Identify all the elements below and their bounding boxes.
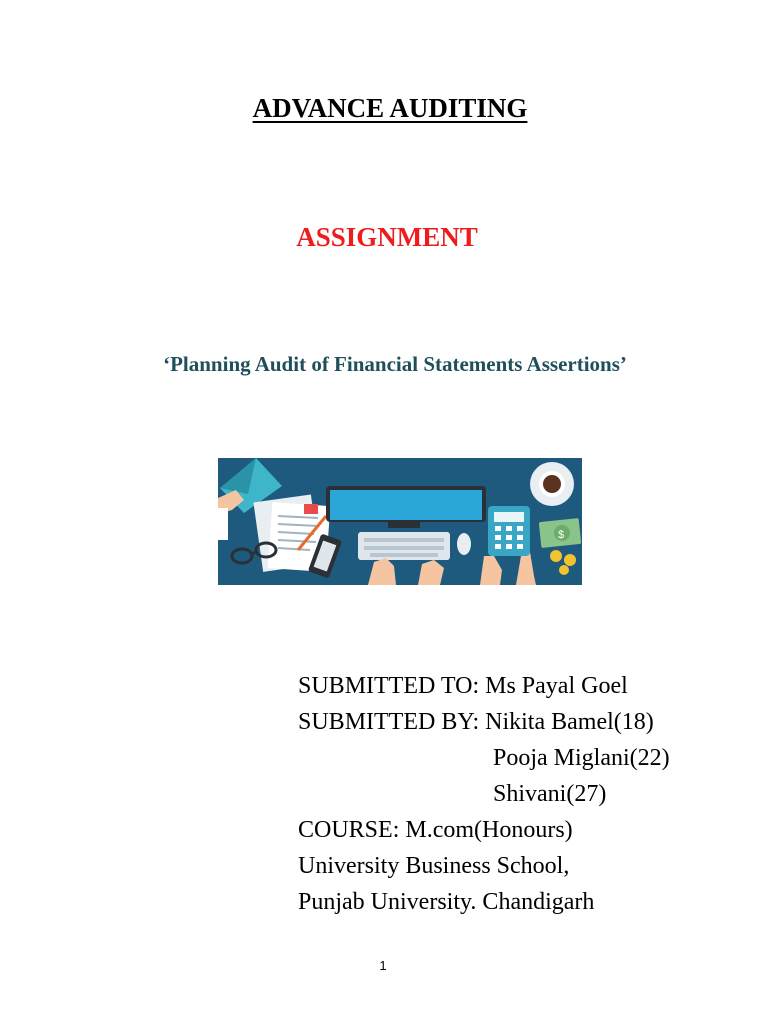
keyboard-icon (358, 532, 450, 560)
coffee-cup-icon (530, 462, 574, 506)
submission-details (298, 668, 670, 920)
accounting-illustration-svg (218, 458, 582, 585)
mouse-icon (457, 533, 471, 555)
dollar-sign: $ (558, 529, 565, 541)
calculator-icon (488, 506, 530, 556)
page-number: 1 (379, 958, 387, 973)
assignment-label: ASSIGNMENT (296, 222, 478, 252)
accounting-desk-illustration (218, 458, 582, 585)
submitted-to: SUBMITTED TO: Ms Payal Goel (298, 673, 628, 699)
monitor-icon (326, 486, 486, 528)
submitted-by: SUBMITTED BY: Nikita Bamel(18) (298, 709, 654, 735)
university-line: Punjab University. Chandigarh (298, 889, 595, 915)
course-title: ADVANCE AUDITING (252, 93, 528, 123)
school-line: University Business School, (298, 853, 570, 879)
course-line: COURSE: M.com(Honours) (298, 817, 573, 843)
group-member: Shivani(27) (493, 781, 607, 807)
assignment-topic: ‘Planning Audit of Financial Statements Assertions’ (163, 352, 627, 376)
group-member: Pooja Miglani(22) (493, 745, 670, 771)
